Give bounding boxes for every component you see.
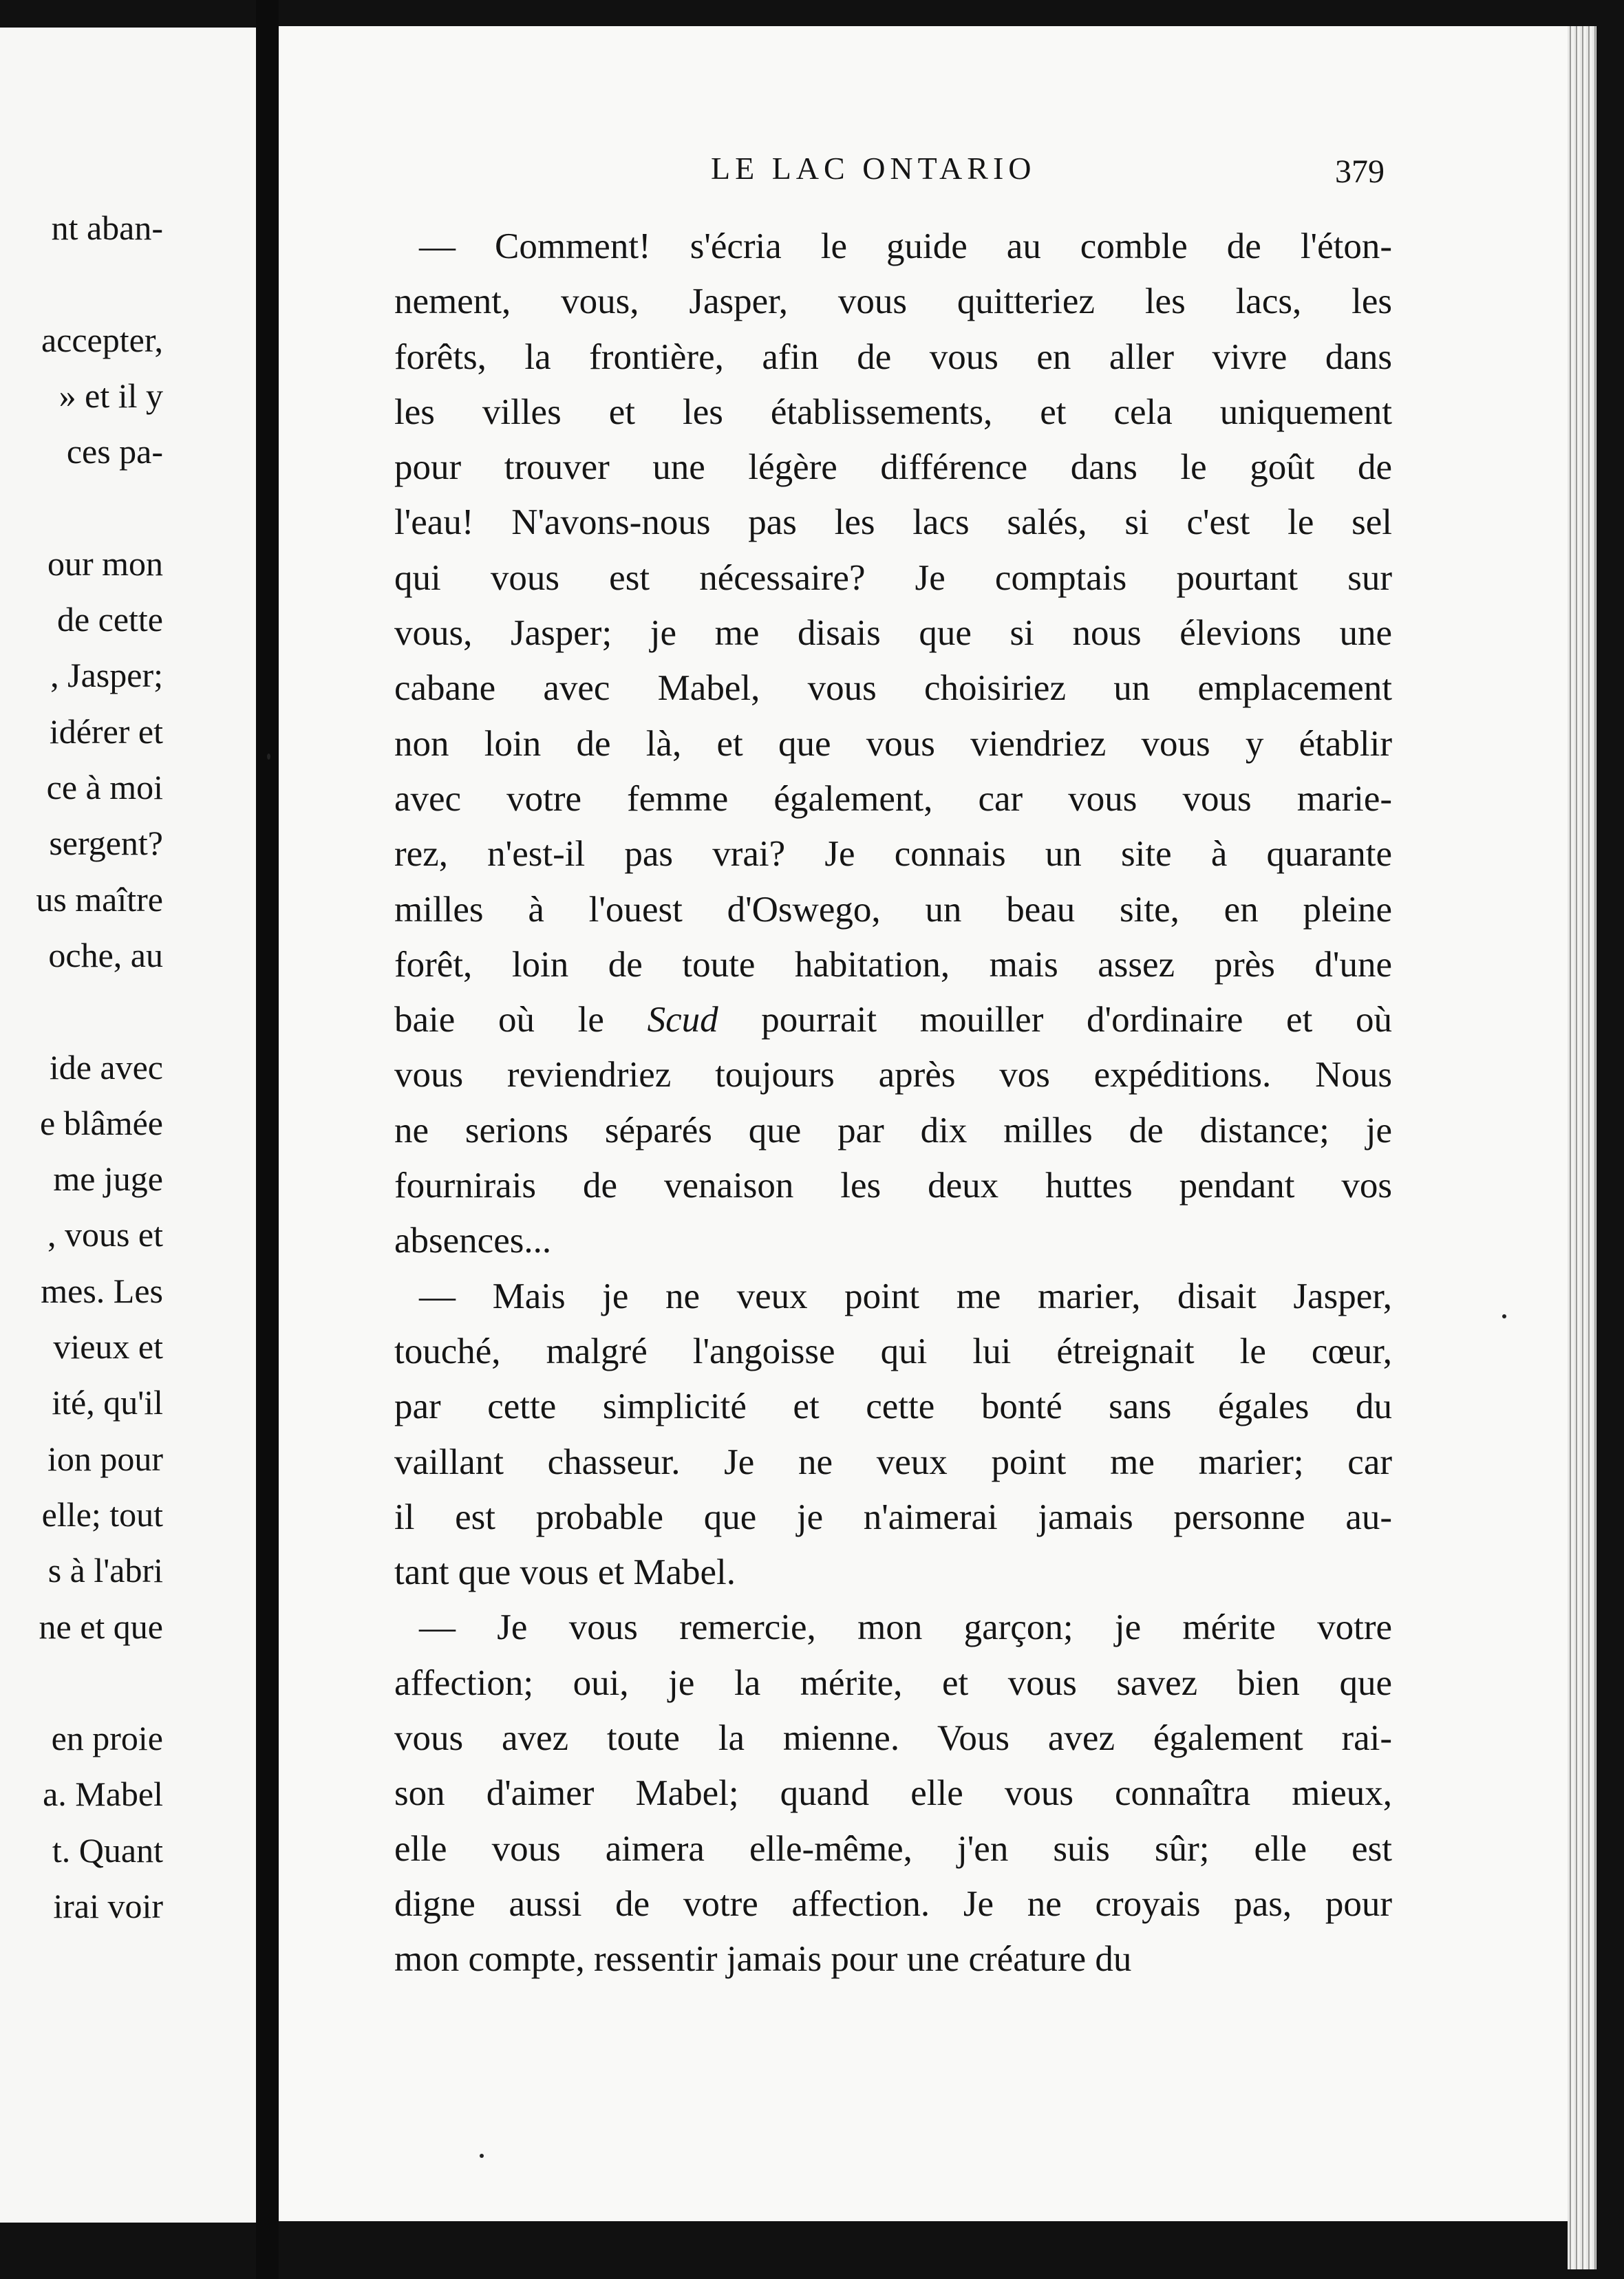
left-page-line: us maître xyxy=(36,879,163,919)
left-page-line: idérer et xyxy=(49,711,163,751)
speck-mark xyxy=(1502,1314,1506,1318)
text-line: — Comment! s'écria le guide au comble de l'éton- xyxy=(419,226,1392,266)
left-page xyxy=(0,28,256,2223)
left-page-line: nt aban- xyxy=(51,208,163,247)
text-line: vaillant chasseur. Je ne veux point me marier; car xyxy=(394,1442,1392,1482)
body-text xyxy=(394,219,1392,1987)
book-gutter xyxy=(256,0,279,2279)
left-page-line: mes. Les xyxy=(41,1271,163,1310)
left-page-line: sergent? xyxy=(49,824,163,863)
text-line: affection; oui, je la mérite, et vous savez bien que xyxy=(394,1662,1392,1703)
left-page-line: a. Mabel xyxy=(43,1775,163,1814)
text-line: l'eau! N'avons-nous pas les lacs salés, si c'est le sel xyxy=(394,502,1392,543)
left-page-line: me juge xyxy=(53,1159,163,1199)
text-line: qui vous est nécessaire? Je comptais pourtant sur xyxy=(394,557,1392,598)
text-line: par cette simplicité et cette bonté sans égales du xyxy=(394,1387,1392,1427)
text-line: les villes et les établissements, et cela uniquement xyxy=(394,392,1392,432)
text-line: son d'aimer Mabel; quand elle vous connaîtra mieux, xyxy=(394,1773,1392,1814)
left-page-line: vieux et xyxy=(53,1327,163,1366)
left-page-line: ide avec xyxy=(49,1047,163,1087)
left-page-line: t. Quant xyxy=(52,1830,163,1870)
left-page-line: elle; tout xyxy=(41,1495,163,1534)
text-line: baie où le Scud pourrait mouiller d'ordinaire et où xyxy=(394,1000,1392,1040)
left-page-line: , vous et xyxy=(47,1215,163,1254)
page-number: 379 xyxy=(1335,153,1385,190)
left-page-line: » et il y xyxy=(58,376,163,415)
left-page-line: oche, au xyxy=(48,935,163,974)
left-page-line: s à l'abri xyxy=(47,1551,163,1590)
text-line: ne serions séparés que par dix milles de distance; je xyxy=(394,1110,1392,1151)
running-title: LE LAC ONTARIO xyxy=(711,151,1036,186)
text-line: mon compte, ressentir jamais pour une créature du xyxy=(394,1939,1132,1980)
text-line: vous avez toute la mienne. Vous avez également rai- xyxy=(394,1718,1392,1759)
text-line: non loin de là, et que vous viendriez vous y établir xyxy=(394,723,1392,764)
text-line: forêt, loin de toute habitation, mais assez près d'une xyxy=(394,944,1392,985)
text-line: cabane avec Mabel, vous choisiriez un emplacement xyxy=(394,668,1392,709)
text-line: touché, malgré l'angoisse qui lui étreignait le cœur, xyxy=(394,1331,1392,1371)
text-line: vous, Jasper; je me disais que si nous élevions une xyxy=(394,613,1392,654)
text-line: digne aussi de votre affection. Je ne croyais pas, pour xyxy=(394,1883,1392,1924)
text-line: rez, n'est-il pas vrai? Je connais un site à quarante xyxy=(394,834,1392,875)
text-line: fournirais de venaison les deux huttes pendant vos xyxy=(394,1166,1392,1206)
left-page-line: irai voir xyxy=(53,1887,163,1925)
text-line: tant que vous et Mabel. xyxy=(394,1552,736,1593)
text-line: milles à l'ouest d'Oswego, un beau site, en pleine xyxy=(394,889,1392,930)
left-page-line: en proie xyxy=(51,1719,163,1758)
left-page-line: de cette xyxy=(56,600,163,639)
left-page-line: our mon xyxy=(47,544,163,583)
text-line: forêts, la frontière, afin de vous en aller vivre dans xyxy=(394,336,1392,377)
text-line: il est probable que je n'aimerai jamais personne au- xyxy=(394,1497,1392,1537)
left-page-line: ne et que xyxy=(39,1607,163,1646)
text-line: — Mais je ne veux point me marier, disait Jasper, xyxy=(419,1276,1392,1316)
speck-mark xyxy=(267,753,270,760)
left-page-line: , Jasper; xyxy=(50,656,163,695)
text-line: absences... xyxy=(394,1221,552,1261)
text-line: nement, vous, Jasper, vous quitteriez les lacs, les xyxy=(394,281,1392,322)
text-line: pour trouver une légère différence dans le goût de xyxy=(394,447,1392,488)
left-page-line: ce à moi xyxy=(46,768,163,806)
text-line: avec votre femme également, car vous vous marie- xyxy=(394,778,1392,819)
left-page-line: ité, qu'il xyxy=(52,1383,163,1422)
left-page-line: e blâmée xyxy=(39,1103,163,1142)
page-edge xyxy=(1568,26,1596,2269)
left-page-line: accepter, xyxy=(41,320,163,359)
text-line: vous reviendriez toujours après vos expéditions. Nous xyxy=(394,1055,1392,1095)
speck-mark xyxy=(480,2154,484,2158)
left-page-line: ion pour xyxy=(47,1439,163,1478)
text-line: elle vous aimera elle-même, j'en suis sûr; elle est xyxy=(394,1828,1392,1869)
left-page-line: ces pa- xyxy=(66,432,163,471)
text-line: — Je vous remercie, mon garçon; je mérite votre xyxy=(419,1607,1392,1648)
